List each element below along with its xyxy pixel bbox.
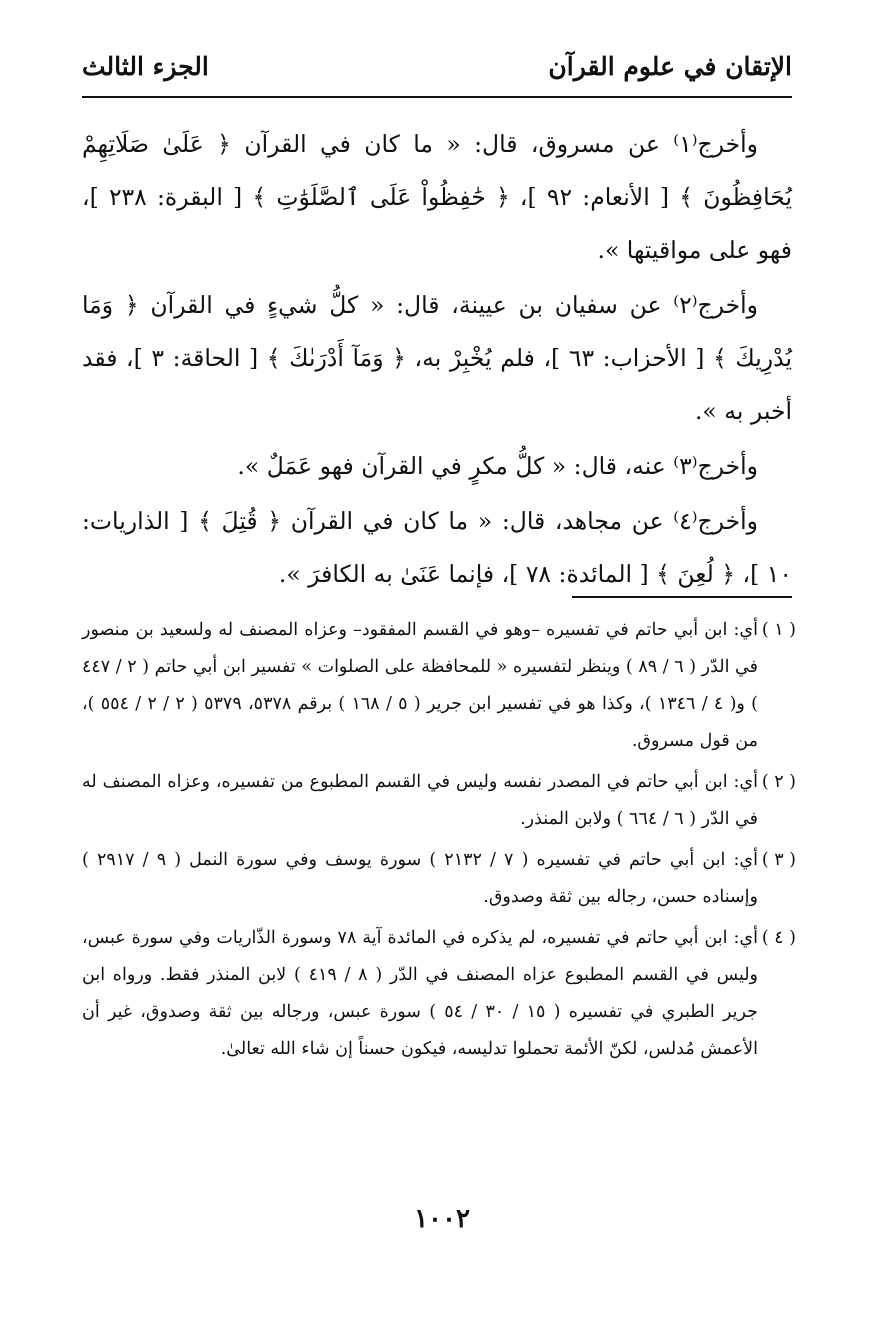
footnote: [82, 764, 796, 838]
footnote-number: ( ٣ ): [761, 850, 796, 870]
footnotes: [82, 612, 796, 1072]
running-header: [82, 50, 792, 98]
footnote-separator: [572, 596, 792, 598]
footnote-text: أي: ابن أبي حاتم في تفسيره، لم يذكره في المائدة آية ٧٨ وسورة الذّاريات وفي سورة عبس، وليس في القسم المطبوع عزاه المصنف في الدّر ( ٨ / ٤١٩ ) لابن المنذر فقط. ورواه ابن جرير الطبري في تفسيره ( ١٥ / ٣٠ / ٥٤ ) سورة عبس، ورجاله بين ثقة وصدوق، غير أن الأعمش مُدلس، لكنّ الأئمة تحملوا تدليسه، فيكون حسناً إن شاء الله تعالىٰ.: [82, 928, 759, 1059]
footnote-number: ( ١ ): [761, 620, 796, 640]
main-text: [82, 118, 792, 603]
footnote-text: أي: ابن أبي حاتم في المصدر نفسه وليس في القسم المطبوع من تفسيره، وعزاه المصنف له في الدّر ( ٦ / ٦٦٤ ) ولابن المنذر.: [82, 772, 758, 829]
footnote-text: أي: ابن أبي حاتم في تفسيره ( ٧ / ٢١٣٢ ) سورة يوسف وفي سورة النمل ( ٩ / ٢٩١٧ ) وإسناده حسن، رجاله بين ثقة وصدوق.: [82, 850, 758, 907]
footnote: [82, 612, 796, 760]
footnote: [82, 842, 796, 916]
paragraph: وأخرج⁽٣⁾ عنه، قال: « كلُّ مكرٍ في القرآن فهو عَمَلٌ ».: [237, 452, 758, 480]
footnote-text: أي: ابن أبي حاتم في تفسيره –وهو في القسم المفقود– وعزاه المصنف له ولسعيد بن منصور في الدّر ( ٦ / ٨٩ ) وينظر لتفسيره « للمحافظة على الصلوات » تفسير ابن أبي حاتم ( ٢ / ٤٤٧ ) و( ٤ / ١٣٤٦ )، وكذا هو في تفسير ابن جرير ( ٥ / ١٦٨ ) برقم ٥٣٧٨، ٥٣٧٩ ( ٢ / ٢ / ٥٥٤ )، من قول مسروق.: [82, 620, 758, 751]
footnote-number: ( ٤ ): [761, 928, 796, 948]
footnote: [82, 920, 796, 1068]
page-number: ١٠٠٢: [414, 1204, 470, 1234]
book-title: الإتقان في علوم القرآن: [548, 52, 792, 81]
paragraph: وأخرج⁽٢⁾ عن سفيان بن عيينة، قال: « كلُّ شيءٍ في القرآن ﴿ وَمَا يُدْرِيكَ ﴾ [ الأحزاب: ٦٣ ]، فلم يُخْبِرْ به، ﴿ وَمَآ أَدْرَىٰكَ ﴾ [ الحاقة: ٣ ]، فقد أخبر به ».: [82, 291, 792, 425]
volume-label: الجزء الثالث: [82, 52, 209, 81]
footnote-number: ( ٢ ): [761, 772, 796, 792]
paragraph: وأخرج⁽١⁾ عن مسروق، قال: « ما كان في القرآن ﴿ عَلَىٰ صَلَاتِهِمْ يُحَافِظُونَ ﴾ [ الأنعام: ٩٢ ]، ﴿ حَٰفِظُواْ عَلَى ٱلصَّلَوَٰتِ ﴾ [ البقرة: ٢٣٨ ]، فهو على مواقيتها ».: [82, 130, 792, 264]
paragraph: وأخرج⁽٤⁾ عن مجاهد، قال: « ما كان في القرآن ﴿ قُتِلَ ﴾ [ الذاريات: ١٠ ]، ﴿ لُعِنَ ﴾ [ المائدة: ٧٨ ]، فإنما عَنَىٰ به الكافرَ ».: [82, 507, 792, 588]
